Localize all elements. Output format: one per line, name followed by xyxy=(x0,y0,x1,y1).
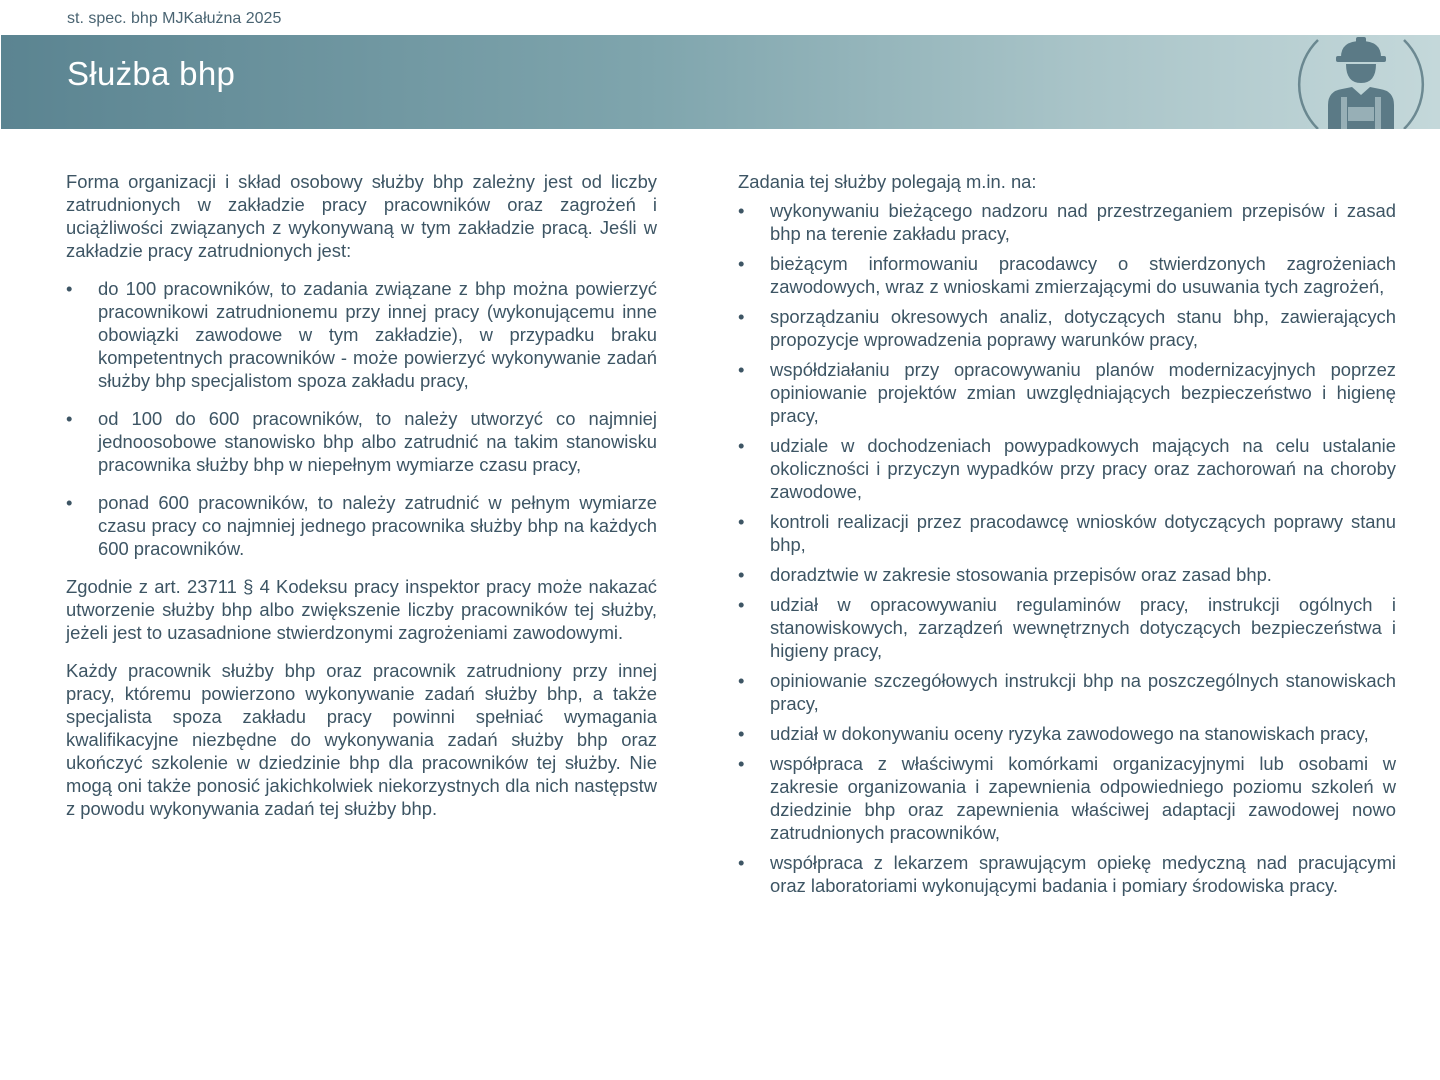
list-item xyxy=(738,669,1396,715)
list-item xyxy=(66,491,657,560)
list-item-text: opiniowanie szczegółowych instrukcji bhp na poszczególnych stanowiskach pracy, xyxy=(770,670,1396,714)
bullet: • xyxy=(738,594,745,615)
title-banner xyxy=(1,35,1440,129)
list-item-text: kontroli realizacji przez pracodawcę wniosków dotyczących poprawy stanu bhp, xyxy=(770,511,1396,555)
list-item xyxy=(738,851,1396,897)
bullet: • xyxy=(738,435,745,456)
list-item-text: do 100 pracowników, to zadania związane z bhp można powierzyć pracownikowi zatrudnionemu przy innej pracy (wykonującemu inne obowiązki zawodowe w tym zakładzie), w przypadku braku kompetentnych pracowników - może powierzyć wykonywanie zadań służby bhp specjalistom spoza zakładu pracy, xyxy=(98,278,657,391)
page-title: Służba bhp xyxy=(67,55,236,92)
list-item-text: udział w dokonywaniu oceny ryzyka zawodowego na stanowiskach pracy, xyxy=(770,723,1369,744)
tasks-list xyxy=(738,199,1396,897)
intro-paragraph: Forma organizacji i skład osobowy służby bhp zależny jest od liczby zatrudnionych w zakładzie pracy pracowników oraz zagrożeń i uciążliwości związanych z wykonywaną w tym zakładzie pracą. Jeśli w zakładzie pracy zatrudnionych jest: xyxy=(66,171,657,261)
list-item xyxy=(738,593,1396,662)
list-item xyxy=(738,563,1396,586)
right-column xyxy=(738,170,1396,912)
bullet: • xyxy=(66,278,73,299)
bullet: • xyxy=(66,492,73,513)
list-item-text: udział w opracowywaniu regulaminów pracy, instrukcji ogólnych i stanowiskowych, zarządzeń wewnętrznych dotyczących bezpieczeństwa i higieny pracy, xyxy=(770,594,1396,661)
labour-code-paragraph: Zgodnie z art. 23711 § 4 Kodeksu pracy inspektor pracy może nakazać utworzenie służby bhp albo zwiększenie liczby pracowników tej służby, jeżeli jest to uzasadnione stwierdzonymi zagrożeniami zawodowymi. xyxy=(66,576,657,643)
bullet: • xyxy=(738,511,745,532)
document-header-label: st. spec. bhp MJKałużna 2025 xyxy=(67,10,282,27)
worker-helmet-icon xyxy=(1296,35,1426,129)
list-item-text: współpraca z lekarzem sprawującym opiekę medyczną nad pracującymi oraz laboratoriami wykonującymi badania i pomiary środowiska pracy. xyxy=(770,852,1396,896)
list-item-text: współdziałaniu przy opracowywaniu planów modernizacyjnych poprzez opiniowanie projektów zmian uwzględniających bezpieczeństwo i higienę pracy, xyxy=(770,359,1396,426)
list-item-text: ponad 600 pracowników, to należy zatrudnić w pełnym wymiarze czasu pracy co najmniej jednego pracownika służby bhp na każdych 600 pracowników. xyxy=(98,492,657,559)
list-item xyxy=(738,434,1396,503)
bullet: • xyxy=(66,408,73,429)
bullet: • xyxy=(738,753,745,774)
list-item xyxy=(738,722,1396,745)
bullet: • xyxy=(738,564,745,585)
list-item xyxy=(66,407,657,476)
list-item-text: od 100 do 600 pracowników, to należy utworzyć co najmniej jednoosobowe stanowisko bhp albo zatrudnić na takim stanowisku pracownika służby bhp w niepełnym wymiarze czasu pracy, xyxy=(98,408,657,475)
list-item-text: współpraca z właściwymi komórkami organizacyjnymi lub osobami w zakresie organizowania i zapewnienia odpowiedniego poziomu szkoleń w dziedzinie bhp oraz zapewnienia właściwej adaptacji zawodowej nowo zatrudnionych pracowników, xyxy=(770,753,1396,843)
bullet: • xyxy=(738,253,745,274)
employee-count-list xyxy=(66,277,657,560)
bullet: • xyxy=(738,670,745,691)
list-item-text: udziale w dochodzeniach powypadkowych mających na celu ustalanie okoliczności i przyczyn wypadków przy pracy oraz zachorowań na choroby zawodowe, xyxy=(770,435,1396,502)
bullet: • xyxy=(738,852,745,873)
bullet: • xyxy=(738,359,745,380)
list-item xyxy=(66,277,657,392)
list-item xyxy=(738,305,1396,351)
list-item xyxy=(738,199,1396,245)
list-item-text: doradztwie w zakresie stosowania przepisów oraz zasad bhp. xyxy=(770,564,1272,585)
tasks-intro: Zadania tej służby polegają m.in. na: xyxy=(738,171,1037,192)
bullet: • xyxy=(738,306,745,327)
list-item-text: sporządzaniu okresowych analiz, dotyczących stanu bhp, zawierających propozycje wprowadzenia poprawy warunków pracy, xyxy=(770,306,1396,350)
bullet: • xyxy=(738,200,745,221)
bullet: • xyxy=(738,723,745,744)
list-item-text: wykonywaniu bieżącego nadzoru nad przestrzeganiem przepisów i zasad bhp na terenie zakładu pracy, xyxy=(770,200,1396,244)
list-item xyxy=(738,752,1396,844)
list-item xyxy=(738,358,1396,427)
list-item xyxy=(738,252,1396,298)
qualifications-paragraph: Każdy pracownik służby bhp oraz pracownik zatrudniony przy innej pracy, któremu powierzono wykonywanie zadań służby bhp, a także specjalista spoza zakładu pracy powinni spełniać wymagania kwalifikacyjne niezbędne do wykonywania zadań służby bhp oraz ukończyć szkolenie w dziedzinie bhp dla pracowników tej służby. Nie mogą oni także ponosić jakichkolwiek niekorzystnych dla nich następstw z powodu wykonywania zadań tej służby bhp. xyxy=(66,660,657,819)
list-item xyxy=(738,510,1396,556)
left-column xyxy=(66,170,657,835)
list-item-text: bieżącym informowaniu pracodawcy o stwierdzonych zagrożeniach zawodowych, wraz z wnioskami zmierzającymi do usuwania tych zagrożeń, xyxy=(770,253,1396,297)
